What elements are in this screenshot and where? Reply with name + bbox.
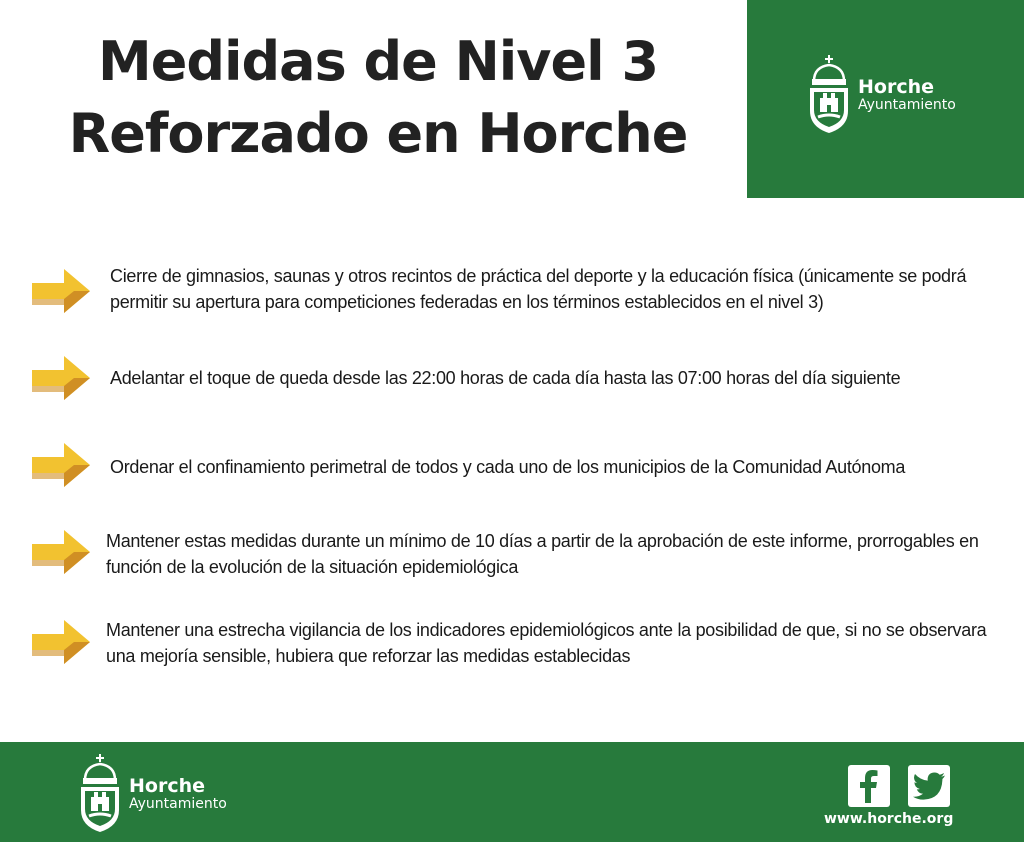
facebook-icon <box>854 769 884 803</box>
coat-of-arms-icon <box>806 55 852 135</box>
coat-of-arms-icon <box>77 754 123 834</box>
measure-text: Ordenar el confinamiento perimetral de todos y cada uno de los municipios de la Comunidad Autónoma <box>110 457 906 477</box>
page-title <box>28 26 728 170</box>
twitter-icon <box>912 772 946 800</box>
twitter-link[interactable] <box>908 765 950 807</box>
facebook-link[interactable] <box>848 765 890 807</box>
header-logo[interactable] <box>806 55 956 135</box>
footer-logo[interactable] <box>77 754 227 834</box>
title-line-1: Medidas de Nivel 3 <box>97 30 659 93</box>
measure-text: Mantener una estrecha vigilancia de los indicadores epidemiológicos ante la posibilidad de que, si no se observara una mejoría sensible, hubiera que reforzar las medidas establecidas <box>106 620 987 666</box>
measure-text: Adelantar el toque de queda desde las 22:00 horas de cada día hasta las 07:00 horas del día siguiente <box>110 368 901 388</box>
title-line-2: Reforzado en Horche <box>68 102 688 165</box>
measure-text: Mantener estas medidas durante un mínimo de 10 días a partir de la aprobación de este informe, prorrogables en función de la evolución de la situación epidemiológica <box>106 531 979 577</box>
arrow-right-icon <box>30 350 92 406</box>
arrow-right-icon <box>30 524 92 580</box>
logo-name: Horche <box>858 76 934 98</box>
logo-subtitle: Ayuntamiento <box>129 796 227 812</box>
arrow-right-icon <box>30 614 92 670</box>
logo-name: Horche <box>129 775 205 797</box>
arrow-right-icon <box>30 263 92 319</box>
website-link[interactable]: www.horche.org <box>824 811 954 827</box>
measure-text: Cierre de gimnasios, saunas y otros recintos de práctica del deporte y la educación física (únicamente se podrá permitir su apertura para competiciones federadas en los términos establecidos en el nivel 3) <box>110 266 967 312</box>
logo-subtitle: Ayuntamiento <box>858 97 956 113</box>
arrow-right-icon <box>30 437 92 493</box>
social-links <box>848 765 950 807</box>
